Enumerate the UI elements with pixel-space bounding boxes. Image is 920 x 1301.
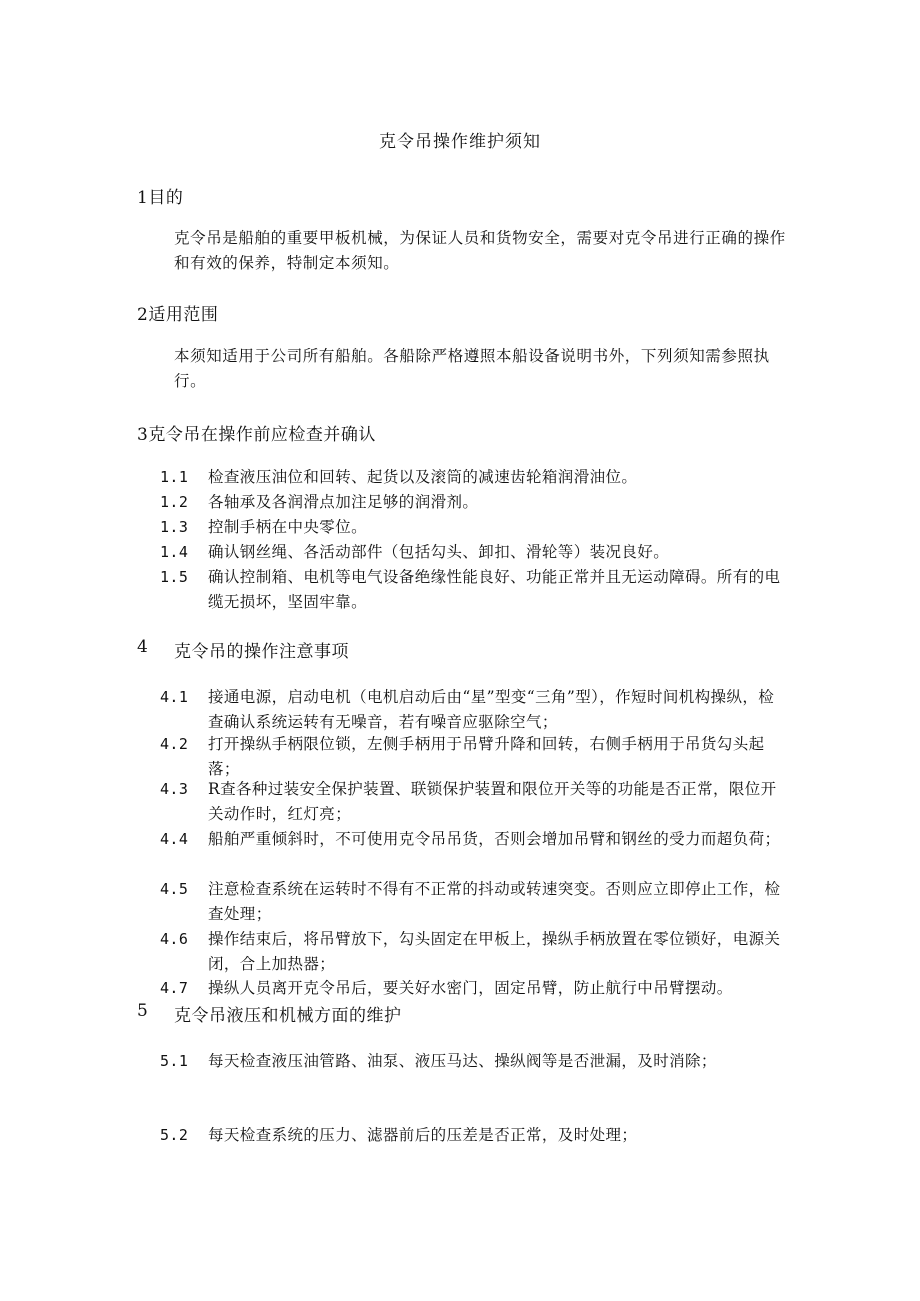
list-item [160, 927, 786, 977]
list-item [160, 465, 786, 490]
item-number: 1.4 [160, 543, 189, 561]
item-number: 4.1 [160, 688, 189, 706]
section-heading-scope: 2适用范围 [137, 305, 219, 325]
item-text: 每天检查系统的压力、滤器前后的压差是否正常，及时处理； [208, 1126, 638, 1144]
item-number: 5.2 [160, 1126, 189, 1144]
list-item [160, 490, 786, 515]
item-text: 每天检查液压油管路、油泵、液压马达、操纵阀等是否泄漏，及时消除； [208, 1052, 717, 1070]
item-number: 1.5 [160, 568, 189, 586]
item-text: 控制手柄在中央零位。 [208, 518, 368, 536]
item-text: 操纵人员离开克令吊后，要关好水密门，固定吊臂，防止航行中吊臂摆动。 [208, 979, 733, 997]
item-number: 1.2 [160, 493, 189, 511]
list-item [160, 732, 786, 782]
document-title: 克令吊操作维护须知 [379, 132, 541, 152]
list-item [160, 515, 786, 540]
item-number: 1.1 [160, 468, 189, 486]
item-text: 船舶严重倾斜时，不可使用克令吊吊货，否则会增加吊臂和钢丝的受力而超负荷； [208, 830, 781, 848]
list-item [160, 1049, 786, 1074]
list-item [160, 976, 786, 1001]
list-item [160, 877, 786, 927]
item-text: 打开操纵手柄限位锁，左侧手柄用于吊臂升降和回转，右侧手柄用于吊货勾头起落； [208, 735, 765, 778]
item-text: 确认钢丝绳、各活动部件（包括勾头、卸扣、滑轮等）装况良好。 [208, 543, 670, 561]
item-text: 接通电源，启动电机（电机启动后由“星”型变“三角”型），作短时间机构操纵，检查确认系统运转有无噪音，若有噪音应驱除空气； [208, 688, 775, 731]
item-number: 5.1 [160, 1052, 189, 1070]
item-text: 各轴承及各润滑点加注足够的润滑剂。 [208, 493, 479, 511]
list-item [160, 565, 786, 615]
item-text: 注意检查系统在运转时不得有不正常的抖动或转速突变。否则应立即停止工作，检查处理； [208, 880, 781, 923]
list-item [160, 827, 786, 852]
section-number: 4 [137, 637, 148, 657]
section-body-scope: 本须知适用于公司所有船舶。各船除严格遵照本船设备说明书外，下列须知需参照执行。 [174, 347, 770, 390]
item-number: 1.3 [160, 518, 189, 536]
item-text: R查各种过装安全保护装置、联锁保护装置和限位开关等的功能是否正常，限位开关动作时，红灯亮； [208, 780, 777, 823]
section-heading-purpose: 1目的 [137, 188, 184, 208]
list-item [160, 777, 786, 827]
item-text: 确认控制箱、电机等电气设备绝缘性能良好、功能正常并且无运动障碍。所有的电缆无损坏，坚固牢靠。 [208, 568, 781, 611]
item-number: 4.5 [160, 880, 189, 898]
item-text: 检查液压油位和回转、起货以及滚筒的减速齿轮箱润滑油位。 [208, 468, 638, 486]
item-number: 4.2 [160, 735, 189, 753]
list-item [160, 685, 786, 735]
item-number: 4.7 [160, 979, 189, 997]
item-text: 操作结束后，将吊臂放下，勾头固定在甲板上，操纵手柄放置在零位锁好，电源关闭，合上加热器； [208, 930, 781, 973]
item-number: 4.6 [160, 930, 189, 948]
section-body-purpose: 克令吊是船舶的重要甲板机械，为保证人员和货物安全，需要对克令吊进行正确的操作和有效的保养，特制定本须知。 [174, 229, 786, 272]
item-number: 4.3 [160, 780, 189, 798]
section-number: 5 [137, 1001, 148, 1021]
section-heading-pre-check: 3克令吊在操作前应检查并确认 [137, 425, 376, 445]
list-item [160, 540, 786, 565]
section-title: 克令吊的操作注意事项 [174, 642, 349, 662]
item-number: 4.4 [160, 830, 189, 848]
list-item [160, 1123, 786, 1148]
section-title: 克令吊液压和机械方面的维护 [174, 1006, 402, 1026]
